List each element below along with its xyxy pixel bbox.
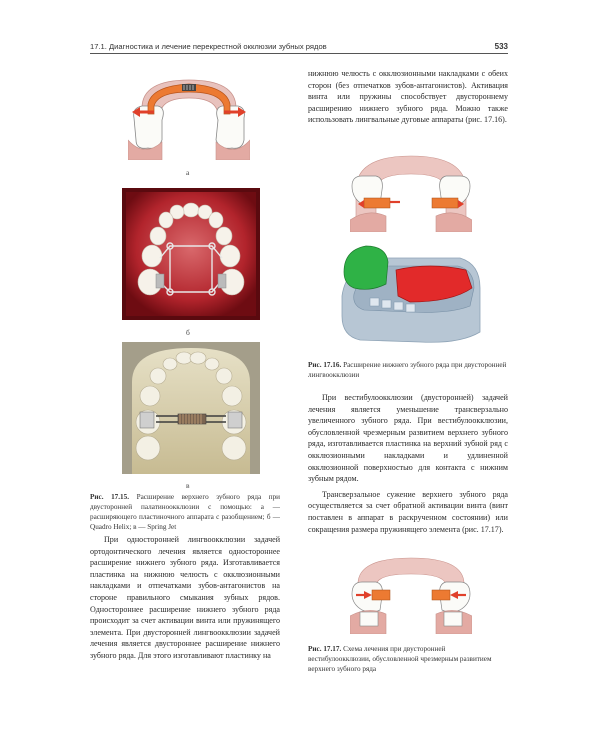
figure-17-15c-label: в	[186, 481, 190, 490]
figure-17-15-caption-label: Рис. 17.15.	[90, 493, 130, 501]
figure-17-15-caption-text: Расширение верхнего зубного ряда при двусторонней палатиноокклюзии с помощью: а — расширяющего пластиночного аппарата с разобщением; б — Quadro Helix; в — Spring Jet	[90, 493, 281, 531]
right-paragraph-2: Трансверзальное сужение верхнего зубного ряда осуществляется за счет обратной активации винта (винт поставлен в аппарат в раскрученном состоянии) или сокращения размера пружинящего элемента (рис. 17.17).	[308, 489, 508, 534]
figure-17-15b-photo	[122, 188, 260, 320]
right-column-text-top	[308, 68, 508, 126]
figure-17-16-photo	[340, 236, 482, 344]
running-title: 17.1. Диагностика и лечение перекрестной окклюзии зубных рядов	[90, 42, 327, 51]
figure-17-15a-diagram	[128, 68, 250, 160]
figure-17-16-diagram	[350, 150, 472, 232]
figure-17-16-caption-label: Рис. 17.16.	[308, 361, 342, 369]
right-paragraph-1: При вестибулоокклюзии (двусторонней) задачей лечения является уменьшение трансверзально увеличенного зубного ряда. При вестибулоокклюзии, обусловленной чрезмерным развитием верхнего зубного ряда, изготавливается пластинка на верхний зубной ряд с окклюзионными накладками и удлиненной окклюзионной поверхностью для контакта с нижним зубным рядом.	[308, 393, 508, 484]
page-number: 533	[494, 42, 508, 51]
figure-17-15b-label: б	[186, 328, 190, 337]
figure-17-15-caption	[90, 492, 280, 532]
figure-17-15a-label: а	[186, 168, 190, 177]
figure-17-17-caption	[308, 644, 508, 674]
right-paragraph-0: нижнюю челюсть с окклюзионными накладками с обеих сторон (без отпечатков зубов-антагонистов). Активация винта или пружины способствует двустороннему расширению нижнего зубного ряда. Можно также использовать лингвальные дуговые аппараты (рис. 17.16).	[308, 69, 508, 125]
figure-17-17-diagram	[350, 554, 472, 634]
figure-17-17-caption-text: Схема лечения при двусторонней вестибулоокклюзии, обусловленной чрезмерным развитием верхнего зубного ряда	[308, 645, 492, 673]
running-header	[90, 42, 508, 54]
figure-17-16-caption-text: Расширение нижнего зубного ряда при двусторонней лингвоокклюзии	[308, 361, 507, 379]
left-paragraph-1: При односторонней лингвоокклюзии задачей ортодонтического лечения является одностороннее расширение нижнего зубного ряда. Изготавливается пластинка на нижнюю челюсть с окклюзионными накладками и отпечатками зубов-антагонистов на стороне правильного смыкания зубных рядов. Одностороннее расширение нижнего зубного ряда происходит за счет активации винта или пружинящего элемента. При двусторонней лингвоокклюзии задачей лечения является двустороннее расширение нижнего зубного ряда. Для этого изготавливают пластинку на	[90, 535, 280, 660]
right-column-text-middle	[308, 392, 508, 535]
figure-17-17-caption-label: Рис. 17.17.	[308, 645, 342, 653]
figure-17-16-caption	[308, 360, 508, 380]
left-column-text	[90, 534, 280, 662]
figure-17-15c-photo	[122, 342, 260, 474]
